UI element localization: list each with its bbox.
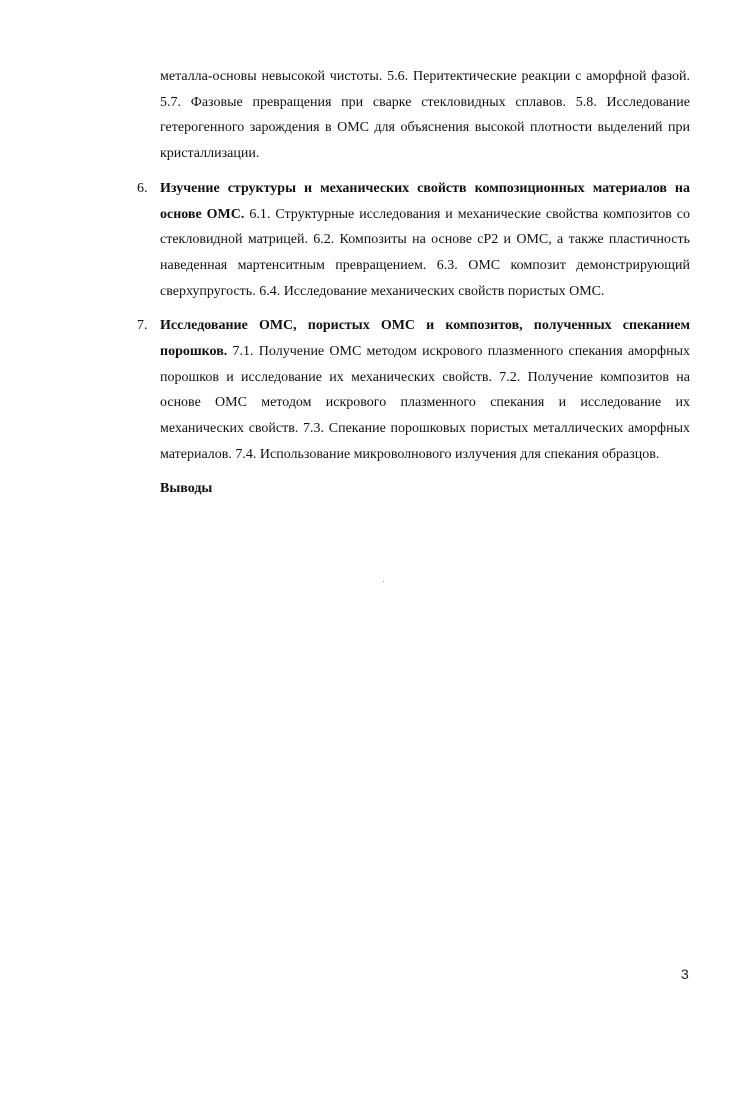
list-item-7: [137, 313, 690, 467]
list-item-title: Изучение структуры и механических свойств композиционных материалов на основе ОМС.: [160, 180, 690, 222]
page-number: 3: [681, 966, 689, 982]
conclusions-heading: Выводы: [160, 480, 213, 496]
document-body: [137, 64, 690, 515]
continuation-paragraph: металла-основы невысокой чистоты. 5.6. Перитектические реакции с аморфной фазой. 5.7. Фазовые превращения при сварке стекловидных сплавов. 5.8. Исследование гетерогенного зарождения в ОМС для объяснения высокой плотности выделений при кристаллизации.: [160, 69, 690, 162]
list-item-body: 7.1. Получение ОМС методом искрового плазменного спекания аморфных порошков и исследование их механических свойств. 7.2. Получение композитов на основе ОМС методом искрового плазменного спекания и исследование их механических свойств. 7.3. Спекание порошковых пористых металлических аморфных материалов. 7.4. Использование микроволнового излучения для спекания образцов.: [160, 344, 690, 462]
list-item-6: [137, 176, 690, 305]
list-item-number: 6.: [137, 180, 148, 196]
list-item-body: 6.1. Структурные исследования и механические свойства композитов со стекловидной матрицей. 6.2. Композиты на основе cP2 и ОМС, а также пластичность наведенная мартенситным превращением. 6.3. ОМС композит демонстрирующий сверхупругость. 6.4. Исследование механических свойств пористых ОМС.: [160, 206, 690, 299]
list-item-number: 7.: [137, 318, 148, 334]
list-item-title: Исследование ОМС, пористых ОМС и композитов, полученных спеканием порошков.: [160, 318, 690, 360]
stray-dot-mark: [383, 581, 384, 582]
